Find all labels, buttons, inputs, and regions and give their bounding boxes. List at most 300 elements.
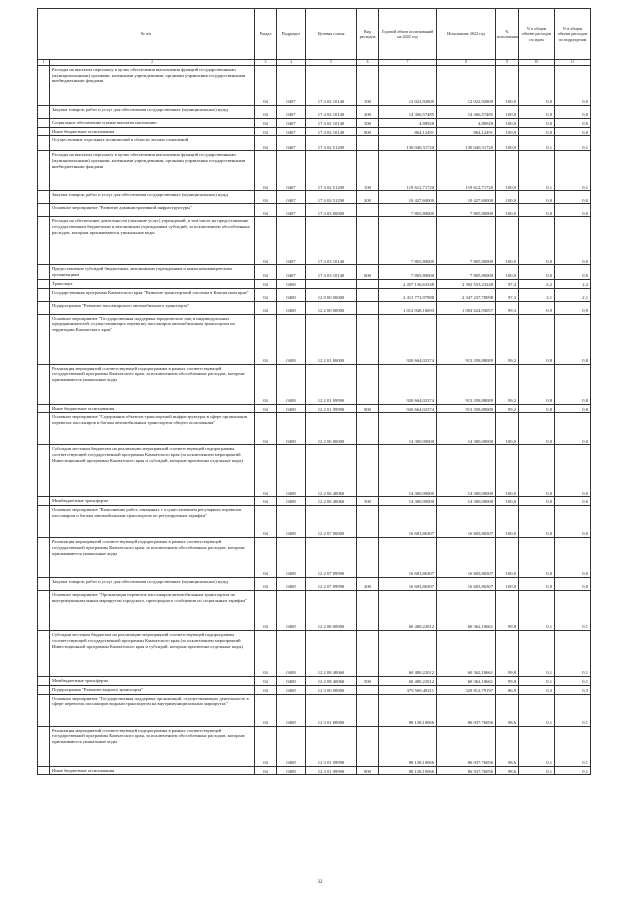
row-name: Основное мероприятие "Государственная поддержка юридических лиц и индивидуальных предпринимателей, осуществляющих перевозку пассажиров автомобильным транспортом на территории Камчатского края" bbox=[50, 314, 255, 364]
row-plan: 16 603,86307 bbox=[379, 506, 437, 538]
row-razdel: 04 bbox=[255, 404, 277, 413]
row-share-razdel: 2,1 bbox=[519, 288, 555, 301]
row-name: Реализация мероприятий соответствующей подпрограммы в рамках соответствующей государственной программы Камчатского края, за исключением обособленных расходов, которым присваиваются уникальные коды bbox=[50, 726, 255, 766]
row-podrazdel: 0407 bbox=[277, 66, 306, 106]
row-razdel: 04 bbox=[255, 119, 277, 128]
row-share-podrazdel: 0,0 bbox=[555, 265, 591, 279]
row-name: Основное мероприятие "Государственная поддержка организаций, осуществляющих деятельность в сфере перевозок пассажиров водным транспортом на внутримуниципальных маршрутах" bbox=[50, 694, 255, 726]
colnum-2: 2 bbox=[50, 60, 255, 66]
table-row bbox=[38, 288, 615, 301]
row-plan: 60 480,22012 bbox=[379, 591, 437, 631]
num-cell bbox=[38, 191, 50, 204]
row-pct: 100,0 bbox=[496, 106, 519, 119]
num-cell bbox=[38, 66, 50, 106]
row-name: Основное мероприятие "Содержание объектов транспортной инфраструктуры в сфере организации перевозок пассажиров и багажа автомобильным транспортом общего пользования" bbox=[50, 413, 255, 445]
row-celevaya-statya: 12 2 07 09990 bbox=[306, 578, 357, 591]
row-vid-rashodov bbox=[357, 631, 379, 677]
row-pct: 100,0 bbox=[496, 265, 519, 279]
num-cell bbox=[38, 404, 50, 413]
row-plan: 379 569,49211 bbox=[379, 685, 437, 694]
table-row bbox=[38, 726, 615, 766]
row-celevaya-statya: 17 4 03 00000 bbox=[306, 204, 357, 217]
row-pct: 86,9 bbox=[496, 685, 519, 694]
row-fact: 60 362,18661 bbox=[437, 591, 496, 631]
row-vid-rashodov: 200 bbox=[357, 191, 379, 204]
budget-execution-table bbox=[37, 8, 615, 775]
page-number: 32 bbox=[317, 880, 323, 885]
row-razdel: 04 bbox=[255, 288, 277, 301]
row-vid-rashodov bbox=[357, 301, 379, 314]
num-cell bbox=[38, 288, 50, 301]
row-pct: 98,6 bbox=[496, 694, 519, 726]
row-celevaya-statya: 12 2 08 40060 bbox=[306, 631, 357, 677]
row-pct: 100,0 bbox=[496, 66, 519, 106]
row-share-razdel: 0,0 bbox=[519, 265, 555, 279]
row-celevaya-statya: 12 2 01 00000 bbox=[306, 314, 357, 364]
row-name: Государственная программа Камчатского края "Развитие транспортной системы в Камчатском крае" bbox=[50, 288, 255, 301]
row-vid-rashodov bbox=[357, 506, 379, 538]
row-razdel: 04 bbox=[255, 497, 277, 506]
row-pct: 100,0 bbox=[496, 191, 519, 204]
num-cell bbox=[38, 726, 50, 766]
row-plan: 1 012 048,10693 bbox=[379, 301, 437, 314]
row-fact: 16 603,86307 bbox=[437, 506, 496, 538]
row-pct: 97,3 bbox=[496, 288, 519, 301]
row-podrazdel: 0407 bbox=[277, 127, 306, 136]
table-row bbox=[38, 265, 615, 279]
row-name: Расходы на выплаты персоналу в целях обеспечения выполнения функций государственными (муниципальными) органами, казенными учреждениями, органами управления государственными внебюджетными фондами bbox=[50, 151, 255, 191]
header-share-podrazdel: % в общем объеме расходов по подразделам bbox=[555, 9, 591, 60]
row-share-razdel: 0,9 bbox=[519, 301, 555, 314]
row-podrazdel: 0408 bbox=[277, 591, 306, 631]
row-plan: 14 366,57485 bbox=[379, 106, 437, 119]
colnum-8: 8 bbox=[437, 60, 496, 66]
row-share-razdel: 0,1 bbox=[519, 631, 555, 677]
row-share-podrazdel: 0,1 bbox=[555, 151, 591, 191]
colnum-11: 11 bbox=[555, 60, 591, 66]
row-razdel: 04 bbox=[255, 279, 277, 288]
table-row bbox=[38, 127, 615, 136]
row-name: Закупка товаров, работ и услуг для обеспечения государственных (муниципальных) нужд bbox=[50, 578, 255, 591]
row-name: Осуществление отдельных полномочий в области лесных отношений bbox=[50, 136, 255, 151]
row-vid-rashodov: 200 bbox=[357, 578, 379, 591]
row-pct: 99,3 bbox=[496, 301, 519, 314]
table-row bbox=[38, 106, 615, 119]
row-name: Предоставление субсидий бюджетным, автономным учреждениям и иным некоммерческим организациям bbox=[50, 265, 255, 279]
row-plan: 7 805,80000 bbox=[379, 204, 437, 217]
header-vid: Вид расходов bbox=[357, 9, 379, 60]
row-share-razdel: 0,3 bbox=[519, 685, 555, 694]
row-razdel: 04 bbox=[255, 364, 277, 404]
row-share-podrazdel: 0,0 bbox=[555, 127, 591, 136]
row-share-razdel: 0,0 bbox=[519, 506, 555, 538]
row-plan: 14 300,00000 bbox=[379, 413, 437, 445]
row-podrazdel: 0408 bbox=[277, 685, 306, 694]
row-share-podrazdel: 0,0 bbox=[555, 506, 591, 538]
row-share-razdel: 0,1 bbox=[519, 694, 555, 726]
row-razdel: 04 bbox=[255, 685, 277, 694]
row-podrazdel: 0408 bbox=[277, 497, 306, 506]
num-cell bbox=[38, 151, 50, 191]
colnum-7: 7 bbox=[379, 60, 437, 66]
row-name: Социальное обеспечение и иные выплаты населению bbox=[50, 119, 255, 128]
row-plan: 7 805,80000 bbox=[379, 265, 437, 279]
header-plan: Годовой объем ассигнований на 2022 год bbox=[379, 9, 437, 60]
table-row bbox=[38, 766, 615, 775]
row-share-podrazdel: 0,0 bbox=[555, 445, 591, 497]
table-row bbox=[38, 413, 615, 445]
row-plan: 2 457 136,63338 bbox=[379, 279, 437, 288]
row-share-podrazdel: 0,8 bbox=[555, 404, 591, 413]
row-share-podrazdel: 0,1 bbox=[555, 631, 591, 677]
row-name: Расходы на выплаты персоналу в целях обеспечения выполнения функций государственными (муниципальными) органами, казенными учреждениями, органами управления государственными внебюджетными фондами bbox=[50, 66, 255, 106]
row-razdel: 04 bbox=[255, 314, 277, 364]
num-cell bbox=[38, 413, 50, 445]
row-fact: 913 358,88089 bbox=[437, 404, 496, 413]
row-vid-rashodov bbox=[357, 538, 379, 578]
num-cell bbox=[38, 119, 50, 128]
table-row bbox=[38, 301, 615, 314]
row-celevaya-statya: 12 3 00 00000 bbox=[306, 685, 357, 694]
row-share-razdel: 0,1 bbox=[519, 151, 555, 191]
row-name: Иные бюджетные ассигнования bbox=[50, 766, 255, 775]
row-plan: 4,88928 bbox=[379, 119, 437, 128]
table-row bbox=[38, 279, 615, 288]
row-share-razdel: 0,0 bbox=[519, 217, 555, 265]
row-pct: 98,6 bbox=[496, 726, 519, 766]
table-row bbox=[38, 591, 615, 631]
table-row bbox=[38, 538, 615, 578]
row-razdel: 04 bbox=[255, 677, 277, 686]
row-celevaya-statya: 12 2 08 00000 bbox=[306, 591, 357, 631]
row-fact: 14 366,57485 bbox=[437, 106, 496, 119]
row-pct: 100,0 bbox=[496, 497, 519, 506]
row-celevaya-statya: 17 4 02 51290 bbox=[306, 191, 357, 204]
row-fact: 14 300,00000 bbox=[437, 445, 496, 497]
row-share-podrazdel: 0,0 bbox=[555, 413, 591, 445]
num-cell bbox=[38, 497, 50, 506]
row-pct: 99,2 bbox=[496, 364, 519, 404]
row-podrazdel: 0408 bbox=[277, 631, 306, 677]
colnum-6: 6 bbox=[357, 60, 379, 66]
num-cell bbox=[38, 766, 50, 775]
row-fact: 86 937,76056 bbox=[437, 694, 496, 726]
row-razdel: 04 bbox=[255, 136, 277, 151]
row-plan: 7 805,80000 bbox=[379, 217, 437, 265]
row-fact: 86 937,76056 bbox=[437, 766, 496, 775]
table-row bbox=[38, 191, 615, 204]
row-share-podrazdel: 0,1 bbox=[555, 591, 591, 631]
row-fact: 1 004 624,93057 bbox=[437, 301, 496, 314]
row-share-podrazdel: 0,0 bbox=[555, 191, 591, 204]
row-razdel: 04 bbox=[255, 217, 277, 265]
num-cell bbox=[38, 265, 50, 279]
num-cell bbox=[38, 538, 50, 578]
table-row bbox=[38, 677, 615, 686]
header-pct: % исполнения bbox=[496, 9, 519, 60]
table-row bbox=[38, 497, 615, 506]
num-cell bbox=[38, 685, 50, 694]
colnum-5: 5 bbox=[306, 60, 357, 66]
table-row bbox=[38, 136, 615, 151]
row-podrazdel: 0408 bbox=[277, 413, 306, 445]
row-plan: 130 040,31720 bbox=[379, 136, 437, 151]
row-name: Субсидии местным бюджетам на реализацию мероприятий соответствующей подпрограммы соответствующей государственной программы Камчатского края (за исключением мероприятий Инвестиционной программы Камчатского края и субсидий, которым присвоены отдельные коды) bbox=[50, 631, 255, 677]
row-podrazdel: 0407 bbox=[277, 204, 306, 217]
row-razdel: 04 bbox=[255, 106, 277, 119]
row-fact: 14 300,00000 bbox=[437, 497, 496, 506]
row-vid-rashodov: 300 bbox=[357, 119, 379, 128]
row-podrazdel: 0408 bbox=[277, 364, 306, 404]
row-celevaya-statya: 17 4 03 10140 bbox=[306, 265, 357, 279]
row-share-razdel: 0,0 bbox=[519, 66, 555, 106]
row-name: Расходы на обеспечение деятельности (оказание услуг) учреждений, в том числе на предоставление государственным бюджетным и автономным учреждениям субсидий, за исключением обособленных расходов, которым присваиваются уникальные коды bbox=[50, 217, 255, 265]
row-plan: 88 138,10066 bbox=[379, 726, 437, 766]
row-celevaya-statya bbox=[306, 279, 357, 288]
row-razdel: 04 bbox=[255, 538, 277, 578]
row-share-razdel: 0,8 bbox=[519, 404, 555, 413]
row-plan: 16 603,86307 bbox=[379, 578, 437, 591]
colnum-10: 10 bbox=[519, 60, 555, 66]
row-celevaya-statya: 12 2 07 09990 bbox=[306, 538, 357, 578]
row-share-razdel: 0,0 bbox=[519, 497, 555, 506]
row-name: Иные бюджетные ассигнования bbox=[50, 127, 255, 136]
row-share-podrazdel: 0,1 bbox=[555, 726, 591, 766]
row-razdel: 04 bbox=[255, 591, 277, 631]
row-vid-rashodov: 800 bbox=[357, 766, 379, 775]
table-body bbox=[38, 66, 615, 775]
row-fact: 130 040,31720 bbox=[437, 136, 496, 151]
row-plan: 16 603,86307 bbox=[379, 538, 437, 578]
row-pct: 99,8 bbox=[496, 591, 519, 631]
row-vid-rashodov bbox=[357, 279, 379, 288]
row-name: Транспорт bbox=[50, 279, 255, 288]
row-name: Межбюджетные трансферты bbox=[50, 677, 255, 686]
row-share-razdel: 0,0 bbox=[519, 119, 555, 128]
table-row bbox=[38, 506, 615, 538]
row-fact: 864,12491 bbox=[437, 127, 496, 136]
row-fact: 4,88928 bbox=[437, 119, 496, 128]
row-razdel: 04 bbox=[255, 506, 277, 538]
row-vid-rashodov bbox=[357, 413, 379, 445]
row-vid-rashodov: 100 bbox=[357, 151, 379, 191]
row-celevaya-statya: 12 2 06 00000 bbox=[306, 413, 357, 445]
num-cell bbox=[38, 364, 50, 404]
table-row bbox=[38, 404, 615, 413]
row-fact: 7 805,80000 bbox=[437, 265, 496, 279]
row-pct: 100,0 bbox=[496, 136, 519, 151]
row-vid-rashodov: 500 bbox=[357, 497, 379, 506]
colnum-9: 9 bbox=[496, 60, 519, 66]
row-podrazdel: 0408 bbox=[277, 404, 306, 413]
num-cell bbox=[38, 127, 50, 136]
row-share-podrazdel: 0,0 bbox=[555, 106, 591, 119]
table-row bbox=[38, 66, 615, 106]
row-share-podrazdel: 0,0 bbox=[555, 204, 591, 217]
header-num: № п/п bbox=[38, 9, 255, 60]
table-row bbox=[38, 119, 615, 128]
row-vid-rashodov: 200 bbox=[357, 106, 379, 119]
row-podrazdel: 0407 bbox=[277, 265, 306, 279]
row-vid-rashodov bbox=[357, 694, 379, 726]
header-ispoln: Исполнение 2022 год bbox=[437, 9, 496, 60]
row-plan: 12 022,92800 bbox=[379, 66, 437, 106]
row-share-razdel: 0,0 bbox=[519, 127, 555, 136]
table-row bbox=[38, 314, 615, 364]
row-razdel: 04 bbox=[255, 578, 277, 591]
colnum-4: 4 bbox=[277, 60, 306, 66]
row-name: Закупка товаров, работ и услуг для обеспечения государственных (муниципальных) нужд bbox=[50, 191, 255, 204]
row-celevaya-statya: 12 3 01 00000 bbox=[306, 694, 357, 726]
row-pct: 100,0 bbox=[496, 151, 519, 191]
row-fact: 119 612,71720 bbox=[437, 151, 496, 191]
row-podrazdel: 0408 bbox=[277, 445, 306, 497]
row-vid-rashodov: 100 bbox=[357, 66, 379, 106]
row-pct: 100,0 bbox=[496, 204, 519, 217]
colnum-1: 1 bbox=[38, 60, 50, 66]
row-podrazdel: 0408 bbox=[277, 279, 306, 288]
row-vid-rashodov bbox=[357, 288, 379, 301]
row-vid-rashodov bbox=[357, 726, 379, 766]
header-share-razdel: % в общем объеме расходов по идам bbox=[519, 9, 555, 60]
row-pct: 100,0 bbox=[496, 119, 519, 128]
row-plan: 10 427,60000 bbox=[379, 191, 437, 204]
row-fact: 16 603,86307 bbox=[437, 538, 496, 578]
num-cell bbox=[38, 591, 50, 631]
row-name: Иные бюджетные ассигнования bbox=[50, 404, 255, 413]
row-share-podrazdel: 0,1 bbox=[555, 766, 591, 775]
row-plan: 920 664,02374 bbox=[379, 364, 437, 404]
row-plan: 920 664,02374 bbox=[379, 404, 437, 413]
row-vid-rashodov bbox=[357, 204, 379, 217]
row-name: Субсидии местным бюджетам на реализацию мероприятий соответствующей подпрограммы соответствующей государственной программы Камчатского края (за исключением мероприятий Инвестиционной программы Камчатского края и субсидий, которым присвоены отдельные коды) bbox=[50, 445, 255, 497]
row-fact: 913 358,88089 bbox=[437, 364, 496, 404]
num-cell bbox=[38, 578, 50, 591]
row-fact: 7 805,80000 bbox=[437, 217, 496, 265]
row-vid-rashodov: 600 bbox=[357, 265, 379, 279]
row-fact: 60 362,18661 bbox=[437, 631, 496, 677]
row-razdel: 04 bbox=[255, 265, 277, 279]
row-razdel: 04 bbox=[255, 127, 277, 136]
row-fact: 2 347 237,78098 bbox=[437, 288, 496, 301]
row-podrazdel: 0408 bbox=[277, 301, 306, 314]
row-pct: 98,6 bbox=[496, 766, 519, 775]
row-podrazdel: 0407 bbox=[277, 151, 306, 191]
row-pct: 99,8 bbox=[496, 631, 519, 677]
row-podrazdel: 0407 bbox=[277, 119, 306, 128]
row-pct: 99,8 bbox=[496, 677, 519, 686]
row-vid-rashodov bbox=[357, 217, 379, 265]
row-celevaya-statya: 12 2 08 40060 bbox=[306, 677, 357, 686]
row-share-podrazdel: 0,8 bbox=[555, 314, 591, 364]
row-fact: 2 392 553,23248 bbox=[437, 279, 496, 288]
row-share-razdel: 0,0 bbox=[519, 204, 555, 217]
num-cell bbox=[38, 506, 50, 538]
row-razdel: 04 bbox=[255, 413, 277, 445]
header-celevaya: Целевая статья bbox=[306, 9, 357, 60]
row-celevaya-statya: 17 4 02 10140 bbox=[306, 127, 357, 136]
row-name: Подпрограмма "Развитие пассажирского автомобильного транспорта" bbox=[50, 301, 255, 314]
row-share-razdel: 0,1 bbox=[519, 677, 555, 686]
row-share-podrazdel: 2,1 bbox=[555, 288, 591, 301]
row-share-podrazdel: 0,1 bbox=[555, 694, 591, 726]
row-pct: 97,4 bbox=[496, 279, 519, 288]
row-celevaya-statya: 12 0 00 00000 bbox=[306, 288, 357, 301]
row-plan: 14 300,00000 bbox=[379, 497, 437, 506]
row-plan: 119 612,71720 bbox=[379, 151, 437, 191]
row-pct: 100,0 bbox=[496, 217, 519, 265]
row-name: Реализация мероприятий соответствующей подпрограммы в рамках соответствующей государственной программы Камчатского края, за исключением обособленных расходов, которым присваиваются уникальные коды bbox=[50, 364, 255, 404]
row-name: Межбюджетные трансферты bbox=[50, 497, 255, 506]
row-share-razdel: 0,1 bbox=[519, 766, 555, 775]
row-razdel: 04 bbox=[255, 66, 277, 106]
row-podrazdel: 0407 bbox=[277, 217, 306, 265]
row-plan: 2 411 773,97988 bbox=[379, 288, 437, 301]
row-plan: 920 664,02374 bbox=[379, 314, 437, 364]
row-plan: 60 480,22012 bbox=[379, 631, 437, 677]
row-fact: 12 022,92800 bbox=[437, 66, 496, 106]
row-podrazdel: 0407 bbox=[277, 191, 306, 204]
row-celevaya-statya: 17 4 03 10140 bbox=[306, 217, 357, 265]
row-razdel: 04 bbox=[255, 151, 277, 191]
colnum-3: 3 bbox=[255, 60, 277, 66]
row-share-podrazdel: 0,3 bbox=[555, 685, 591, 694]
row-fact: 14 300,00000 bbox=[437, 413, 496, 445]
table-row bbox=[38, 364, 615, 404]
num-cell bbox=[38, 204, 50, 217]
row-share-razdel: 0,0 bbox=[519, 413, 555, 445]
row-share-razdel: 0,0 bbox=[519, 578, 555, 591]
row-name: Основное мероприятие "Организация перевозок пассажиров автомобильным транспортом по внутримуниципальным маршрутам городского, пригородного сообщения по социальным тарифам" bbox=[50, 591, 255, 631]
row-podrazdel: 0408 bbox=[277, 288, 306, 301]
row-pct: 100,0 bbox=[496, 413, 519, 445]
row-vid-rashodov bbox=[357, 314, 379, 364]
row-fact: 16 603,86307 bbox=[437, 578, 496, 591]
row-razdel: 04 bbox=[255, 204, 277, 217]
row-name: Основное мероприятие "Развитие административной инфраструктуры" bbox=[50, 204, 255, 217]
row-razdel: 04 bbox=[255, 694, 277, 726]
table-row bbox=[38, 631, 615, 677]
row-celevaya-statya: 12 2 07 00000 bbox=[306, 506, 357, 538]
row-razdel: 04 bbox=[255, 766, 277, 775]
row-razdel: 04 bbox=[255, 726, 277, 766]
row-plan: 60 480,22012 bbox=[379, 677, 437, 686]
row-razdel: 04 bbox=[255, 445, 277, 497]
row-vid-rashodov bbox=[357, 445, 379, 497]
row-celevaya-statya: 12 3 01 09990 bbox=[306, 726, 357, 766]
row-name: Основное мероприятие "Выполнение работ, связанных с осуществлением регулярных перевозок пассажиров и багажа автомобильным транспортом по регулируемым тарифам" bbox=[50, 506, 255, 538]
num-cell bbox=[38, 677, 50, 686]
row-share-razdel: 0,8 bbox=[519, 314, 555, 364]
row-share-podrazdel: 0,1 bbox=[555, 677, 591, 686]
row-pct: 99,2 bbox=[496, 404, 519, 413]
row-share-podrazdel: 0,0 bbox=[555, 217, 591, 265]
row-share-podrazdel: 0,1 bbox=[555, 136, 591, 151]
row-podrazdel: 0407 bbox=[277, 106, 306, 119]
row-plan: 88 138,10066 bbox=[379, 694, 437, 726]
row-razdel: 04 bbox=[255, 191, 277, 204]
row-podrazdel: 0408 bbox=[277, 677, 306, 686]
num-cell bbox=[38, 217, 50, 265]
row-pct: 100,0 bbox=[496, 506, 519, 538]
row-vid-rashodov: 500 bbox=[357, 677, 379, 686]
row-razdel: 04 bbox=[255, 631, 277, 677]
row-share-razdel: 0,8 bbox=[519, 364, 555, 404]
row-vid-rashodov bbox=[357, 591, 379, 631]
row-share-podrazdel: 0,0 bbox=[555, 119, 591, 128]
row-vid-rashodov: 800 bbox=[357, 404, 379, 413]
row-celevaya-statya: 17 4 02 51290 bbox=[306, 136, 357, 151]
